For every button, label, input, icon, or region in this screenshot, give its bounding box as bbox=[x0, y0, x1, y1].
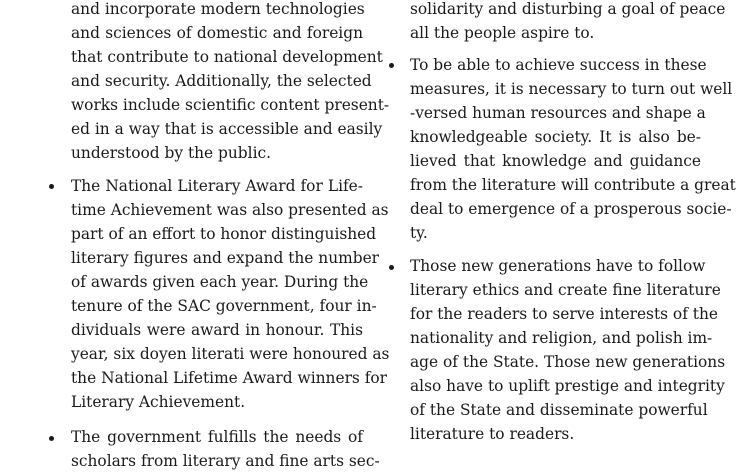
text-line: The government fulfills the needs of bbox=[71, 428, 363, 446]
text-line: and incorporate modern technologies bbox=[71, 0, 365, 18]
text-line: knowledgeable society. It is also be- bbox=[410, 128, 701, 146]
bullet-icon bbox=[49, 184, 54, 189]
text-line: scholars from literary and fine arts sec- bbox=[71, 452, 380, 470]
text-line: year, six doyen literati were honoured as bbox=[71, 345, 390, 363]
text-line: the National Lifetime Award winners for bbox=[71, 369, 388, 387]
bullet-icon bbox=[389, 265, 394, 270]
text-line: deal to emergence of a prosperous socie- bbox=[410, 200, 732, 218]
text-line: dividuals were award in honour. This bbox=[71, 321, 363, 339]
bullet-icon bbox=[389, 63, 394, 68]
text-line: measures, it is necessary to turn out well bbox=[410, 80, 733, 98]
text-line: of awards given each year. During the bbox=[71, 273, 369, 291]
text-line: tenure of the SAC government, four in- bbox=[71, 297, 377, 315]
text-line: for the readers to serve interests of the bbox=[410, 305, 718, 323]
text-line: ty. bbox=[410, 224, 428, 242]
text-line: that contribute to national development bbox=[71, 48, 383, 66]
text-line: Literary Achievement. bbox=[71, 393, 246, 411]
text-line: nationality and religion, and polish im- bbox=[410, 329, 713, 347]
text-line: works include scientific content present- bbox=[71, 96, 390, 114]
text-line: part of an effort to honor distinguished bbox=[71, 225, 377, 243]
text-line: also have to uplift prestige and integrity bbox=[410, 377, 725, 395]
text-line: from the literature will contribute a great bbox=[410, 176, 736, 194]
text-line: lieved that knowledge and guidance bbox=[410, 152, 701, 170]
text-line: ed in a way that is accessible and easily bbox=[71, 120, 383, 138]
text-line: all the people aspire to. bbox=[410, 24, 595, 42]
text-line: understood by the public. bbox=[71, 144, 272, 162]
text-line: literary figures and expand the number bbox=[71, 249, 380, 267]
text-line: Those new generations have to follow bbox=[410, 257, 706, 275]
text-line: time Achievement was also presented as bbox=[71, 201, 389, 219]
text-line: of the State and disseminate powerful bbox=[410, 401, 708, 419]
text-line: and security. Additionally, the selected bbox=[71, 72, 372, 90]
text-line: literature to readers. bbox=[410, 425, 575, 443]
text-line: To be able to achieve success in these bbox=[410, 56, 707, 74]
text-line: solidarity and disturbing a goal of peace bbox=[410, 0, 726, 18]
text-line: literary ethics and create fine literature bbox=[410, 281, 721, 299]
text-line: age of the State. Those new generations bbox=[410, 353, 726, 371]
bullet-icon bbox=[49, 436, 54, 441]
text-line: The National Literary Award for Life- bbox=[71, 177, 363, 195]
text-line: and sciences of domestic and foreign bbox=[71, 24, 363, 42]
text-line: -versed human resources and shape a bbox=[410, 104, 706, 122]
